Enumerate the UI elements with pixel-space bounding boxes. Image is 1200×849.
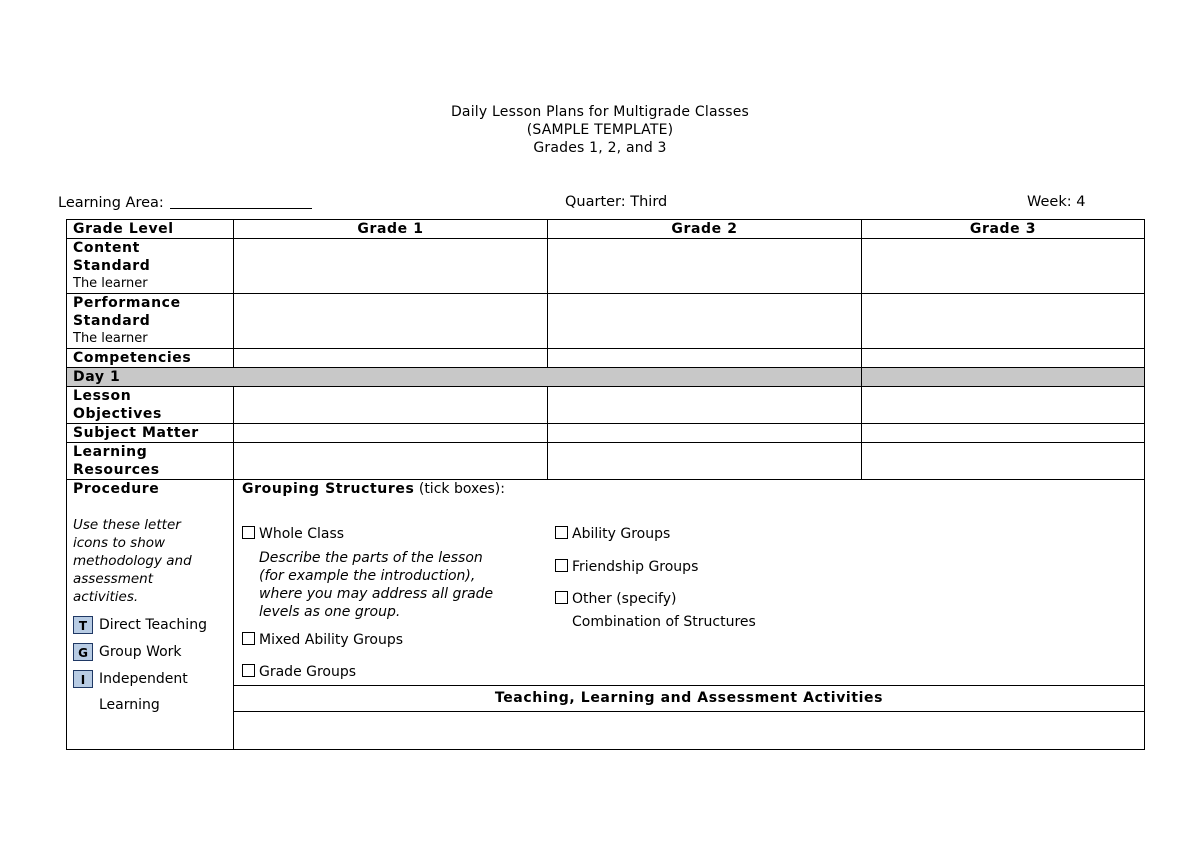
subject-matter-grade-3[interactable]	[862, 424, 1145, 443]
subject-matter-grade-1[interactable]	[234, 424, 548, 443]
performance-standard-label: Performance Standard The learner	[67, 294, 234, 349]
lesson-objectives-label: Lesson Objectives	[67, 387, 234, 424]
doc-title: Daily Lesson Plans for Multigrade Classes	[450, 104, 750, 120]
whole-class-checkbox[interactable]	[242, 526, 255, 539]
grade-header-row	[67, 220, 1145, 239]
lesson-objectives-row	[67, 387, 1145, 424]
lesson-objectives-grade-3[interactable]	[862, 387, 1145, 424]
other-option[interactable]: Other (specify)	[555, 590, 676, 608]
grade-3-header: Grade 3	[862, 220, 1145, 239]
learning-resources-row	[67, 443, 1145, 480]
performance-standard-grade-2[interactable]	[548, 294, 862, 349]
competencies-grade-2[interactable]	[548, 349, 862, 368]
week: Week: 4	[1027, 194, 1086, 210]
ability-groups-checkbox[interactable]	[555, 526, 568, 539]
competencies-label: Competencies	[67, 349, 234, 368]
t-letter-icon: T	[73, 616, 93, 634]
subject-matter-grade-2[interactable]	[548, 424, 862, 443]
grouping-structures-cell	[234, 480, 1145, 750]
performance-standard-grade-3[interactable]	[862, 294, 1145, 349]
group-work-legend: G Group Work	[73, 638, 227, 665]
whole-class-option[interactable]: Whole Class	[242, 525, 344, 543]
content-standard-row	[67, 239, 1145, 294]
mixed-ability-checkbox[interactable]	[242, 632, 255, 645]
mixed-ability-option[interactable]: Mixed Ability Groups	[242, 631, 403, 649]
content-standard-grade-1[interactable]	[234, 239, 548, 294]
quarter: Quarter: Third	[565, 194, 668, 210]
g-letter-icon: G	[73, 643, 93, 661]
doc-subtitle: (SAMPLE TEMPLATE)	[526, 122, 674, 138]
procedure-label: Procedure	[73, 481, 160, 497]
i-letter-icon: I	[73, 670, 93, 688]
activities-area[interactable]	[234, 712, 1144, 748]
competencies-grade-3[interactable]	[862, 349, 1145, 368]
day-row-grade-3	[862, 368, 1145, 387]
content-standard-grade-2[interactable]	[548, 239, 862, 294]
procedure-label-cell: Procedure Use these letter icons to show methodology and assessment activities. T Direct Teaching G Group Work I Independent Learning	[67, 480, 234, 750]
performance-standard-grade-1[interactable]	[234, 294, 548, 349]
grouping-structures-panel	[234, 480, 1144, 749]
learning-resources-grade-3[interactable]	[862, 443, 1145, 480]
grade-1-header: Grade 1	[234, 220, 548, 239]
lesson-objectives-grade-2[interactable]	[548, 387, 862, 424]
activities-header: Teaching, Learning and Assessment Activities	[234, 685, 1144, 712]
grade-groups-checkbox[interactable]	[242, 664, 255, 677]
friendship-groups-checkbox[interactable]	[555, 559, 568, 572]
lesson-plan-table	[66, 219, 1145, 750]
grade-groups-option[interactable]: Grade Groups	[242, 663, 356, 681]
direct-teaching-legend: T Direct Teaching	[73, 611, 227, 638]
learning-area	[58, 194, 312, 211]
grouping-title: Grouping Structures (tick boxes):	[242, 481, 505, 497]
performance-standard-row	[67, 294, 1145, 349]
lesson-objectives-grade-1[interactable]	[234, 387, 548, 424]
competencies-grade-1[interactable]	[234, 349, 548, 368]
grade-level-label: Grade Level	[67, 220, 234, 239]
whole-class-description: Describe the parts of the lesson (for example the introduction), where you may address all grade levels as one group.	[259, 550, 494, 620]
learning-resources-label: Learning Resources	[67, 443, 234, 480]
doc-grades: Grades 1, 2, and 3	[533, 140, 667, 156]
content-standard-grade-3[interactable]	[862, 239, 1145, 294]
day-row	[67, 368, 1145, 387]
subject-matter-row	[67, 424, 1145, 443]
procedure-instructions: Use these letter icons to show methodology and assessment activities.	[73, 517, 192, 605]
friendship-groups-option[interactable]: Friendship Groups	[555, 558, 698, 576]
ability-groups-option[interactable]: Ability Groups	[555, 525, 670, 543]
procedure-row	[67, 480, 1145, 750]
learning-area-label: Learning Area:	[58, 195, 164, 211]
other-checkbox[interactable]	[555, 591, 568, 604]
other-value: Combination of Structures	[572, 614, 756, 630]
day-label: Day 1	[67, 368, 862, 387]
learning-resources-grade-2[interactable]	[548, 443, 862, 480]
learning-resources-grade-1[interactable]	[234, 443, 548, 480]
competencies-row	[67, 349, 1145, 368]
grade-2-header: Grade 2	[548, 220, 862, 239]
learning-area-blank[interactable]	[170, 194, 312, 209]
independent-learning-legend: I Independent	[73, 665, 227, 692]
content-standard-label: Content Standard The learner	[67, 239, 234, 294]
subject-matter-label: Subject Matter	[67, 424, 234, 443]
